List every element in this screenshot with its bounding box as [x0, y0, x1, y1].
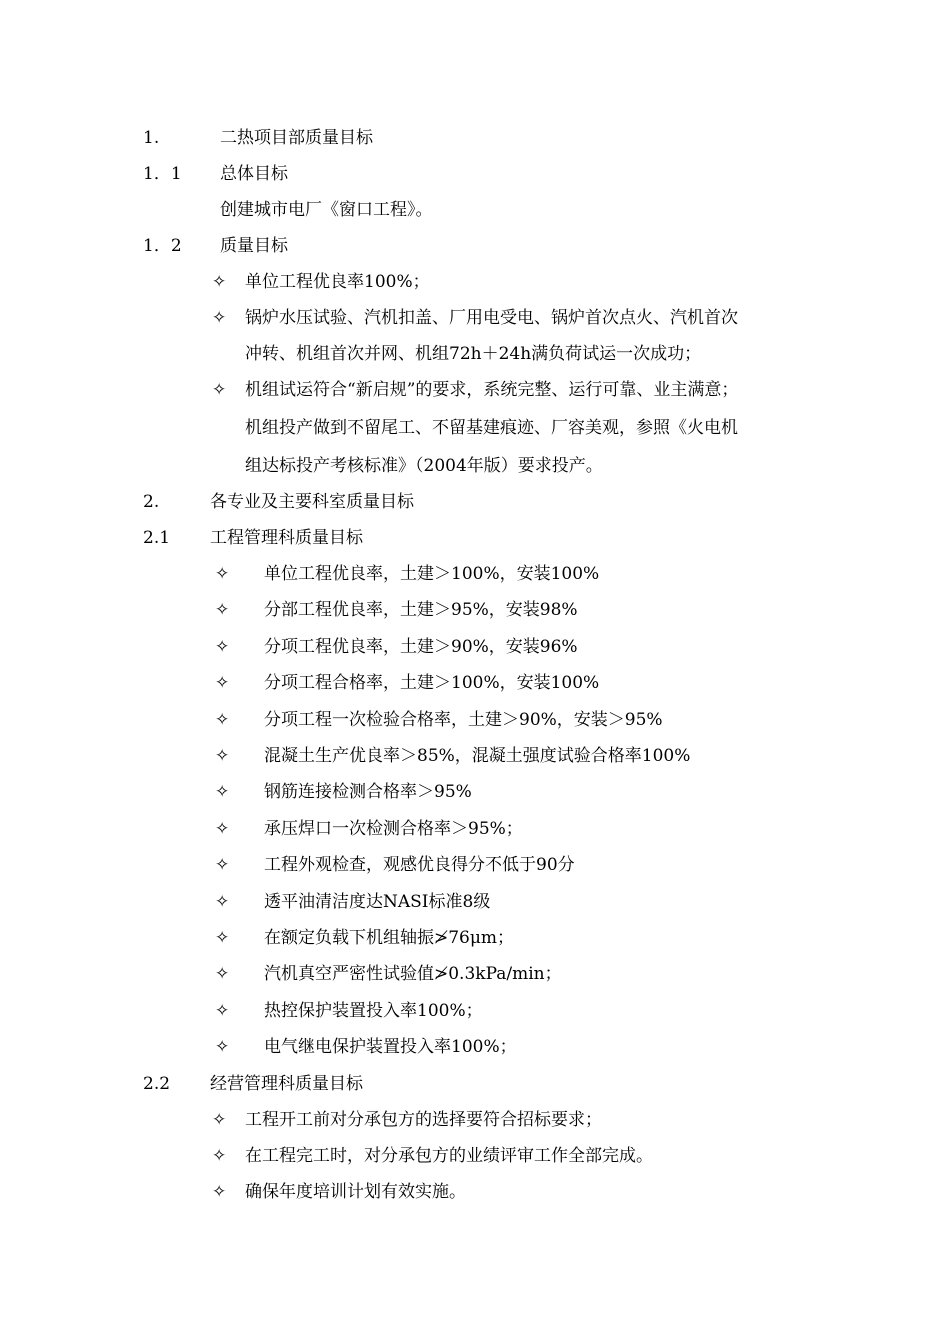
section-1-1-text: 创建城市电厂《窗口工程》。: [220, 200, 433, 220]
bullet-icon: ✧: [212, 272, 227, 292]
bullet-icon: ✧: [215, 709, 230, 730]
bullet-icon: ✧: [215, 673, 230, 694]
section-2-2-number: 2.2: [143, 1074, 171, 1094]
quality-target-item: 在额定负载下机组轴振≯76μm；: [264, 928, 515, 948]
quality-target-item: 单位工程优良率，土建＞100%，安装100%: [264, 564, 600, 584]
bullet-icon: ✧: [215, 746, 230, 766]
management-target-item: 在工程完工时，对分承包方的业绩评审工作全部完成。: [245, 1146, 653, 1166]
bullet-icon: ✧: [215, 1037, 230, 1058]
bullet-icon: ✧: [215, 600, 230, 621]
section-2-2-title: 经营管理科质量目标: [210, 1074, 363, 1094]
section-1-2-number: 1．2: [143, 236, 182, 256]
quality-item: 锅炉水压试验、汽机扣盖、厂用电受电、锅炉首次点火、汽机首次: [245, 308, 738, 328]
bullet-icon: ✧: [212, 1182, 227, 1202]
quality-item-continued: 冲转、机组首次并网、机组72h＋24h满负荷试运一次成功；: [245, 344, 702, 364]
quality-target-item: 钢筋连接检测合格率＞95%: [264, 782, 472, 803]
bullet-icon: ✧: [212, 1110, 227, 1130]
quality-item-continued: 组达标投产考核标准》（2004年版）要求投产。: [245, 456, 603, 476]
section-1-title: 二热项目部质量目标: [220, 128, 373, 148]
quality-target-item: 透平油清洁度达NASI标准8级: [264, 891, 491, 912]
quality-target-item: 分项工程合格率，土建＞100%，安装100%: [264, 673, 600, 694]
quality-item: 机组试运符合“新启规”的要求，系统完整、运行可靠、业主满意；: [245, 380, 739, 400]
section-2-1-number: 2.1: [143, 528, 171, 548]
bullet-icon: ✧: [215, 1000, 230, 1021]
section-2-title: 各专业及主要科室质量目标: [210, 492, 414, 512]
bullet-icon: ✧: [212, 1146, 227, 1166]
section-2-1-title: 工程管理科质量目标: [210, 528, 363, 548]
bullet-icon: ✧: [215, 855, 230, 876]
bullet-icon: ✧: [215, 818, 230, 839]
bullet-icon: ✧: [215, 636, 230, 657]
section-1-1-title: 总体目标: [220, 164, 288, 184]
quality-target-item: 汽机真空严密性试验值≯0.3kPa/min；: [264, 964, 562, 985]
quality-target-item: 分项工程一次检验合格率，土建＞90%，安装＞95%: [264, 709, 663, 730]
section-2-number: 2.: [143, 492, 160, 512]
section-1-1-number: 1．1: [143, 164, 182, 184]
bullet-icon: ✧: [212, 380, 227, 400]
quality-target-item: 分项工程优良率，土建＞90%，安装96%: [264, 636, 578, 657]
management-target-item: 工程开工前对分承包方的选择要符合招标要求；: [245, 1110, 602, 1130]
quality-target-item: 承压焊口一次检测合格率＞95%；: [264, 818, 523, 839]
bullet-icon: ✧: [215, 891, 230, 912]
management-target-item: 确保年度培训计划有效实施。: [245, 1182, 466, 1202]
quality-item-continued: 机组投产做到不留尾工、不留基建痕迹、厂容美观，参照《火电机: [245, 418, 738, 438]
quality-target-item: 热控保护装置投入率100%；: [264, 1000, 483, 1021]
section-1-number: 1.: [143, 128, 160, 148]
bullet-icon: ✧: [215, 564, 230, 584]
quality-target-item: 分部工程优良率，土建＞95%，安装98%: [264, 600, 578, 621]
bullet-icon: ✧: [215, 964, 230, 985]
section-1-2-title: 质量目标: [220, 236, 288, 256]
bullet-icon: ✧: [215, 928, 230, 948]
quality-target-item: 电气继电保护装置投入率100%；: [264, 1037, 517, 1058]
bullet-icon: ✧: [212, 308, 227, 328]
quality-item: 单位工程优良率100%；: [245, 272, 430, 292]
bullet-icon: ✧: [215, 782, 230, 803]
quality-target-item: 混凝土生产优良率＞85%，混凝土强度试验合格率100%: [264, 746, 691, 766]
quality-target-item: 工程外观检查，观感优良得分不低于90分: [264, 855, 575, 876]
